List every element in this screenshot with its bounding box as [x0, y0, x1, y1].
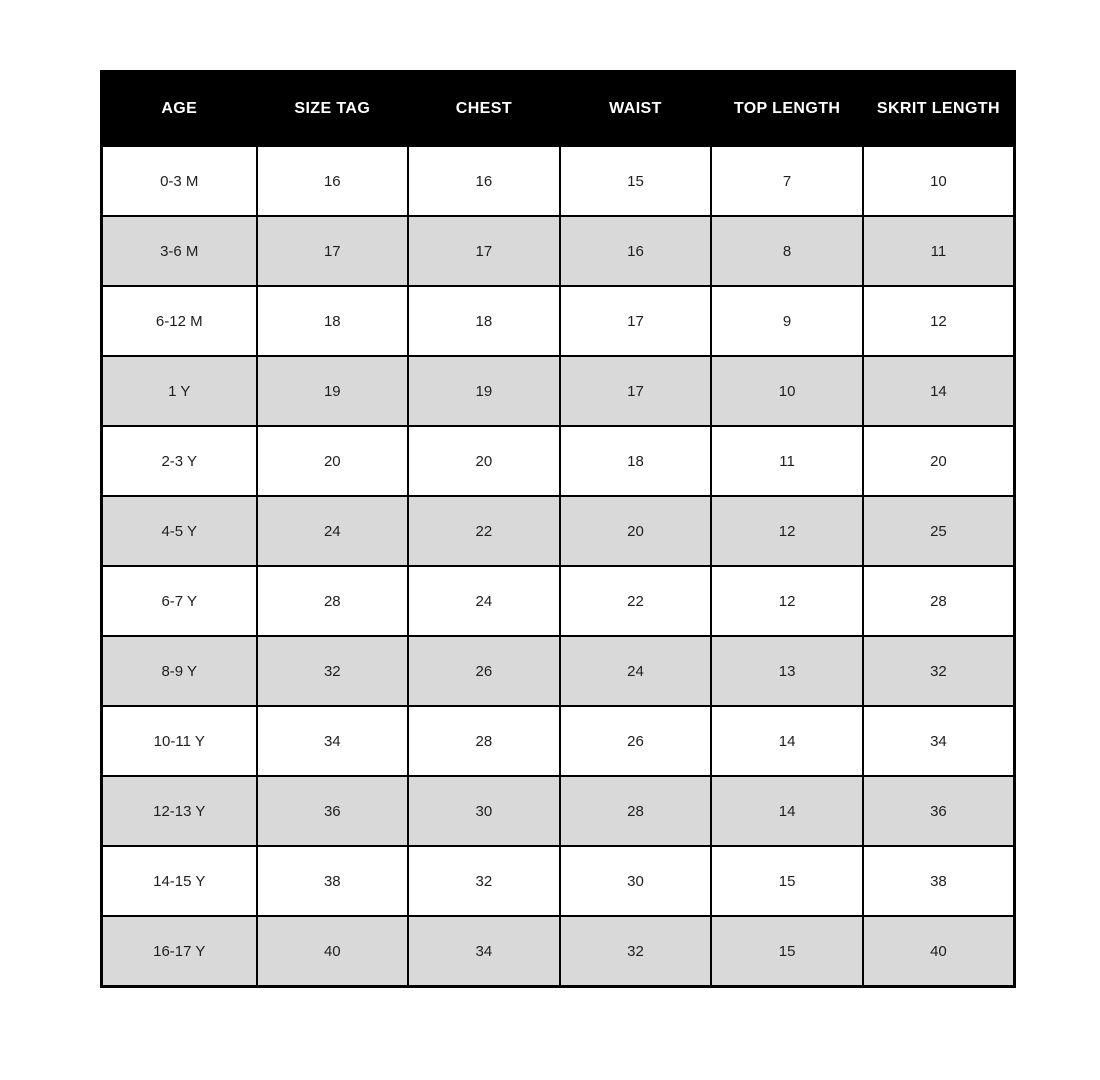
column-header: SIZE TAG [257, 72, 409, 147]
measurement-cell: 20 [257, 426, 409, 496]
measurement-cell: 34 [863, 706, 1015, 776]
measurement-cell: 36 [257, 776, 409, 846]
measurement-cell: 19 [257, 356, 409, 426]
age-cell: 2-3 Y [102, 426, 257, 496]
measurement-cell: 19 [408, 356, 560, 426]
age-cell: 1 Y [102, 356, 257, 426]
header-row [102, 72, 1015, 147]
table-body [102, 146, 1015, 987]
measurement-cell: 24 [560, 636, 712, 706]
table-row [102, 356, 1015, 426]
measurement-cell: 17 [257, 216, 409, 286]
measurement-cell: 38 [257, 846, 409, 916]
measurement-cell: 16 [408, 146, 560, 216]
table-row [102, 846, 1015, 916]
age-cell: 8-9 Y [102, 636, 257, 706]
measurement-cell: 14 [711, 706, 863, 776]
measurement-cell: 11 [863, 216, 1015, 286]
age-cell: 10-11 Y [102, 706, 257, 776]
column-header: SKRIT LENGTH [863, 72, 1015, 147]
measurement-cell: 32 [257, 636, 409, 706]
measurement-cell: 18 [560, 426, 712, 496]
measurement-cell: 15 [711, 916, 863, 987]
measurement-cell: 18 [408, 286, 560, 356]
measurement-cell: 10 [863, 146, 1015, 216]
measurement-cell: 32 [408, 846, 560, 916]
measurement-cell: 9 [711, 286, 863, 356]
measurement-cell: 38 [863, 846, 1015, 916]
measurement-cell: 24 [257, 496, 409, 566]
measurement-cell: 25 [863, 496, 1015, 566]
measurement-cell: 26 [560, 706, 712, 776]
measurement-cell: 15 [560, 146, 712, 216]
measurement-cell: 13 [711, 636, 863, 706]
measurement-cell: 8 [711, 216, 863, 286]
age-cell: 6-12 M [102, 286, 257, 356]
measurement-cell: 16 [560, 216, 712, 286]
measurement-cell: 20 [560, 496, 712, 566]
measurement-cell: 28 [408, 706, 560, 776]
measurement-cell: 36 [863, 776, 1015, 846]
size-chart-table [100, 70, 1016, 988]
measurement-cell: 40 [863, 916, 1015, 987]
age-cell: 0-3 M [102, 146, 257, 216]
measurement-cell: 20 [863, 426, 1015, 496]
measurement-cell: 14 [711, 776, 863, 846]
measurement-cell: 10 [711, 356, 863, 426]
measurement-cell: 12 [863, 286, 1015, 356]
measurement-cell: 20 [408, 426, 560, 496]
column-header: WAIST [560, 72, 712, 147]
table-row [102, 426, 1015, 496]
age-cell: 14-15 Y [102, 846, 257, 916]
measurement-cell: 11 [711, 426, 863, 496]
measurement-cell: 28 [257, 566, 409, 636]
measurement-cell: 34 [408, 916, 560, 987]
column-header: AGE [102, 72, 257, 147]
table-row [102, 706, 1015, 776]
age-cell: 16-17 Y [102, 916, 257, 987]
measurement-cell: 32 [560, 916, 712, 987]
table-row [102, 146, 1015, 216]
column-header: TOP LENGTH [711, 72, 863, 147]
measurement-cell: 32 [863, 636, 1015, 706]
measurement-cell: 40 [257, 916, 409, 987]
measurement-cell: 30 [560, 846, 712, 916]
measurement-cell: 12 [711, 566, 863, 636]
measurement-cell: 12 [711, 496, 863, 566]
table-row [102, 776, 1015, 846]
measurement-cell: 7 [711, 146, 863, 216]
measurement-cell: 28 [560, 776, 712, 846]
age-cell: 12-13 Y [102, 776, 257, 846]
age-cell: 4-5 Y [102, 496, 257, 566]
table-header [102, 72, 1015, 147]
table-row [102, 496, 1015, 566]
column-header: CHEST [408, 72, 560, 147]
measurement-cell: 22 [560, 566, 712, 636]
table-row [102, 916, 1015, 987]
measurement-cell: 17 [560, 286, 712, 356]
table-row [102, 566, 1015, 636]
table-row [102, 216, 1015, 286]
measurement-cell: 28 [863, 566, 1015, 636]
measurement-cell: 14 [863, 356, 1015, 426]
measurement-cell: 24 [408, 566, 560, 636]
measurement-cell: 34 [257, 706, 409, 776]
age-cell: 3-6 M [102, 216, 257, 286]
age-cell: 6-7 Y [102, 566, 257, 636]
table-row [102, 286, 1015, 356]
measurement-cell: 26 [408, 636, 560, 706]
measurement-cell: 17 [560, 356, 712, 426]
measurement-cell: 18 [257, 286, 409, 356]
table-row [102, 636, 1015, 706]
measurement-cell: 15 [711, 846, 863, 916]
measurement-cell: 30 [408, 776, 560, 846]
measurement-cell: 17 [408, 216, 560, 286]
measurement-cell: 22 [408, 496, 560, 566]
measurement-cell: 16 [257, 146, 409, 216]
